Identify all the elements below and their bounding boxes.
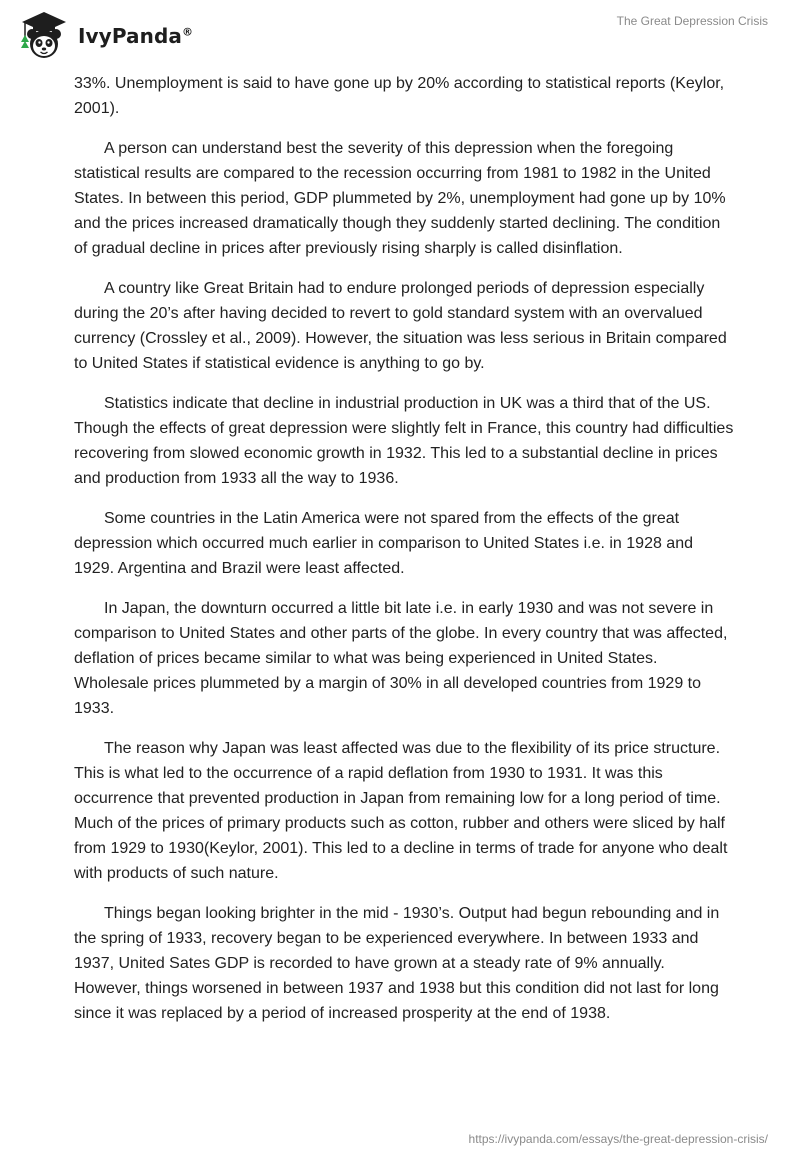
paragraph: The reason why Japan was least affected was due to the flexibility of its price structure. This is what led to the occurrence of a rapid deflation from 1930 to 1931. It was this occurrence that prevented production in Japan from remaining low for a long period of time. Much of the prices of primary products such as cotton, rubber and others were sliced by half from 1929 to 1930(Keylor, 2001). This led to a decline in terms of trade for anyone who dealt with products of such nature. <box>74 740 728 882</box>
paragraph: A person can understand best the severity of this depression when the foregoing statistical results are compared to the recession occurring from 1981 to 1982 in the United States. In between this period, GDP plummeted by 2%, unemployment had gone up by 10% and the prices increased dramatically though they suddenly started declining. The condition of gradual decline in prices after previously rising sharply is called disinflation. <box>74 140 726 257</box>
paragraph: A country like Great Britain had to endure prolonged periods of depression especially during the 20’s after having decided to revert to gold standard system with an overvalued currency (Crossley et al., 2009). However, the situation was less serious in Britain compared to United States if statistical evidence is anything to go by. <box>74 280 727 372</box>
brand-name: IvyPanda® <box>78 24 194 48</box>
source-url[interactable]: https://ivypanda.com/essays/the-great-depression-crisis/ <box>468 1132 768 1146</box>
registered-mark: ® <box>181 25 194 39</box>
panda-graduation-cap-icon <box>16 8 72 62</box>
paragraph: 33%. Unemployment is said to have gone up by 20% according to statistical reports (Keylor, 2001). <box>74 75 725 117</box>
paragraph: Things began looking brighter in the mid - 1930’s. Output had begun rebounding and in the spring of 1933, recovery began to be experienced everywhere. In between 1933 and 1937, United Sates GDP is recorded to have grown at a steady rate of 9% annually. However, things worsened in between 1937 and 1938 but this condition did not last for long since it was replaced by a period of increased prosperity at the end of 1938. <box>74 905 720 1022</box>
ivypanda-logo[interactable] <box>16 8 193 62</box>
paragraph: Statistics indicate that decline in industrial production in UK was a third that of the US. Though the effects of great depression were slightly felt in France, this country had difficulties recovering from slowed economic growth in 1932. This led to a substantial decline in prices and production from 1933 all the way to 1936. <box>74 395 734 487</box>
page-header <box>0 0 800 70</box>
essay-body <box>74 71 734 1041</box>
document-title: The Great Depression Crisis <box>616 14 768 28</box>
paragraph: In Japan, the downturn occurred a little bit late i.e. in early 1930 and was not severe in comparison to United States and other parts of the globe. In every country that was affected, deflation of prices became similar to what was being experienced in United States. Wholesale prices plummeted by a margin of 30% in all developed countries from 1929 to 1933. <box>74 600 728 717</box>
paragraph: Some countries in the Latin America were not spared from the effects of the great depression which occurred much earlier in comparison to United States i.e. in 1928 and 1929. Argentina and Brazil were least affected. <box>74 510 693 577</box>
